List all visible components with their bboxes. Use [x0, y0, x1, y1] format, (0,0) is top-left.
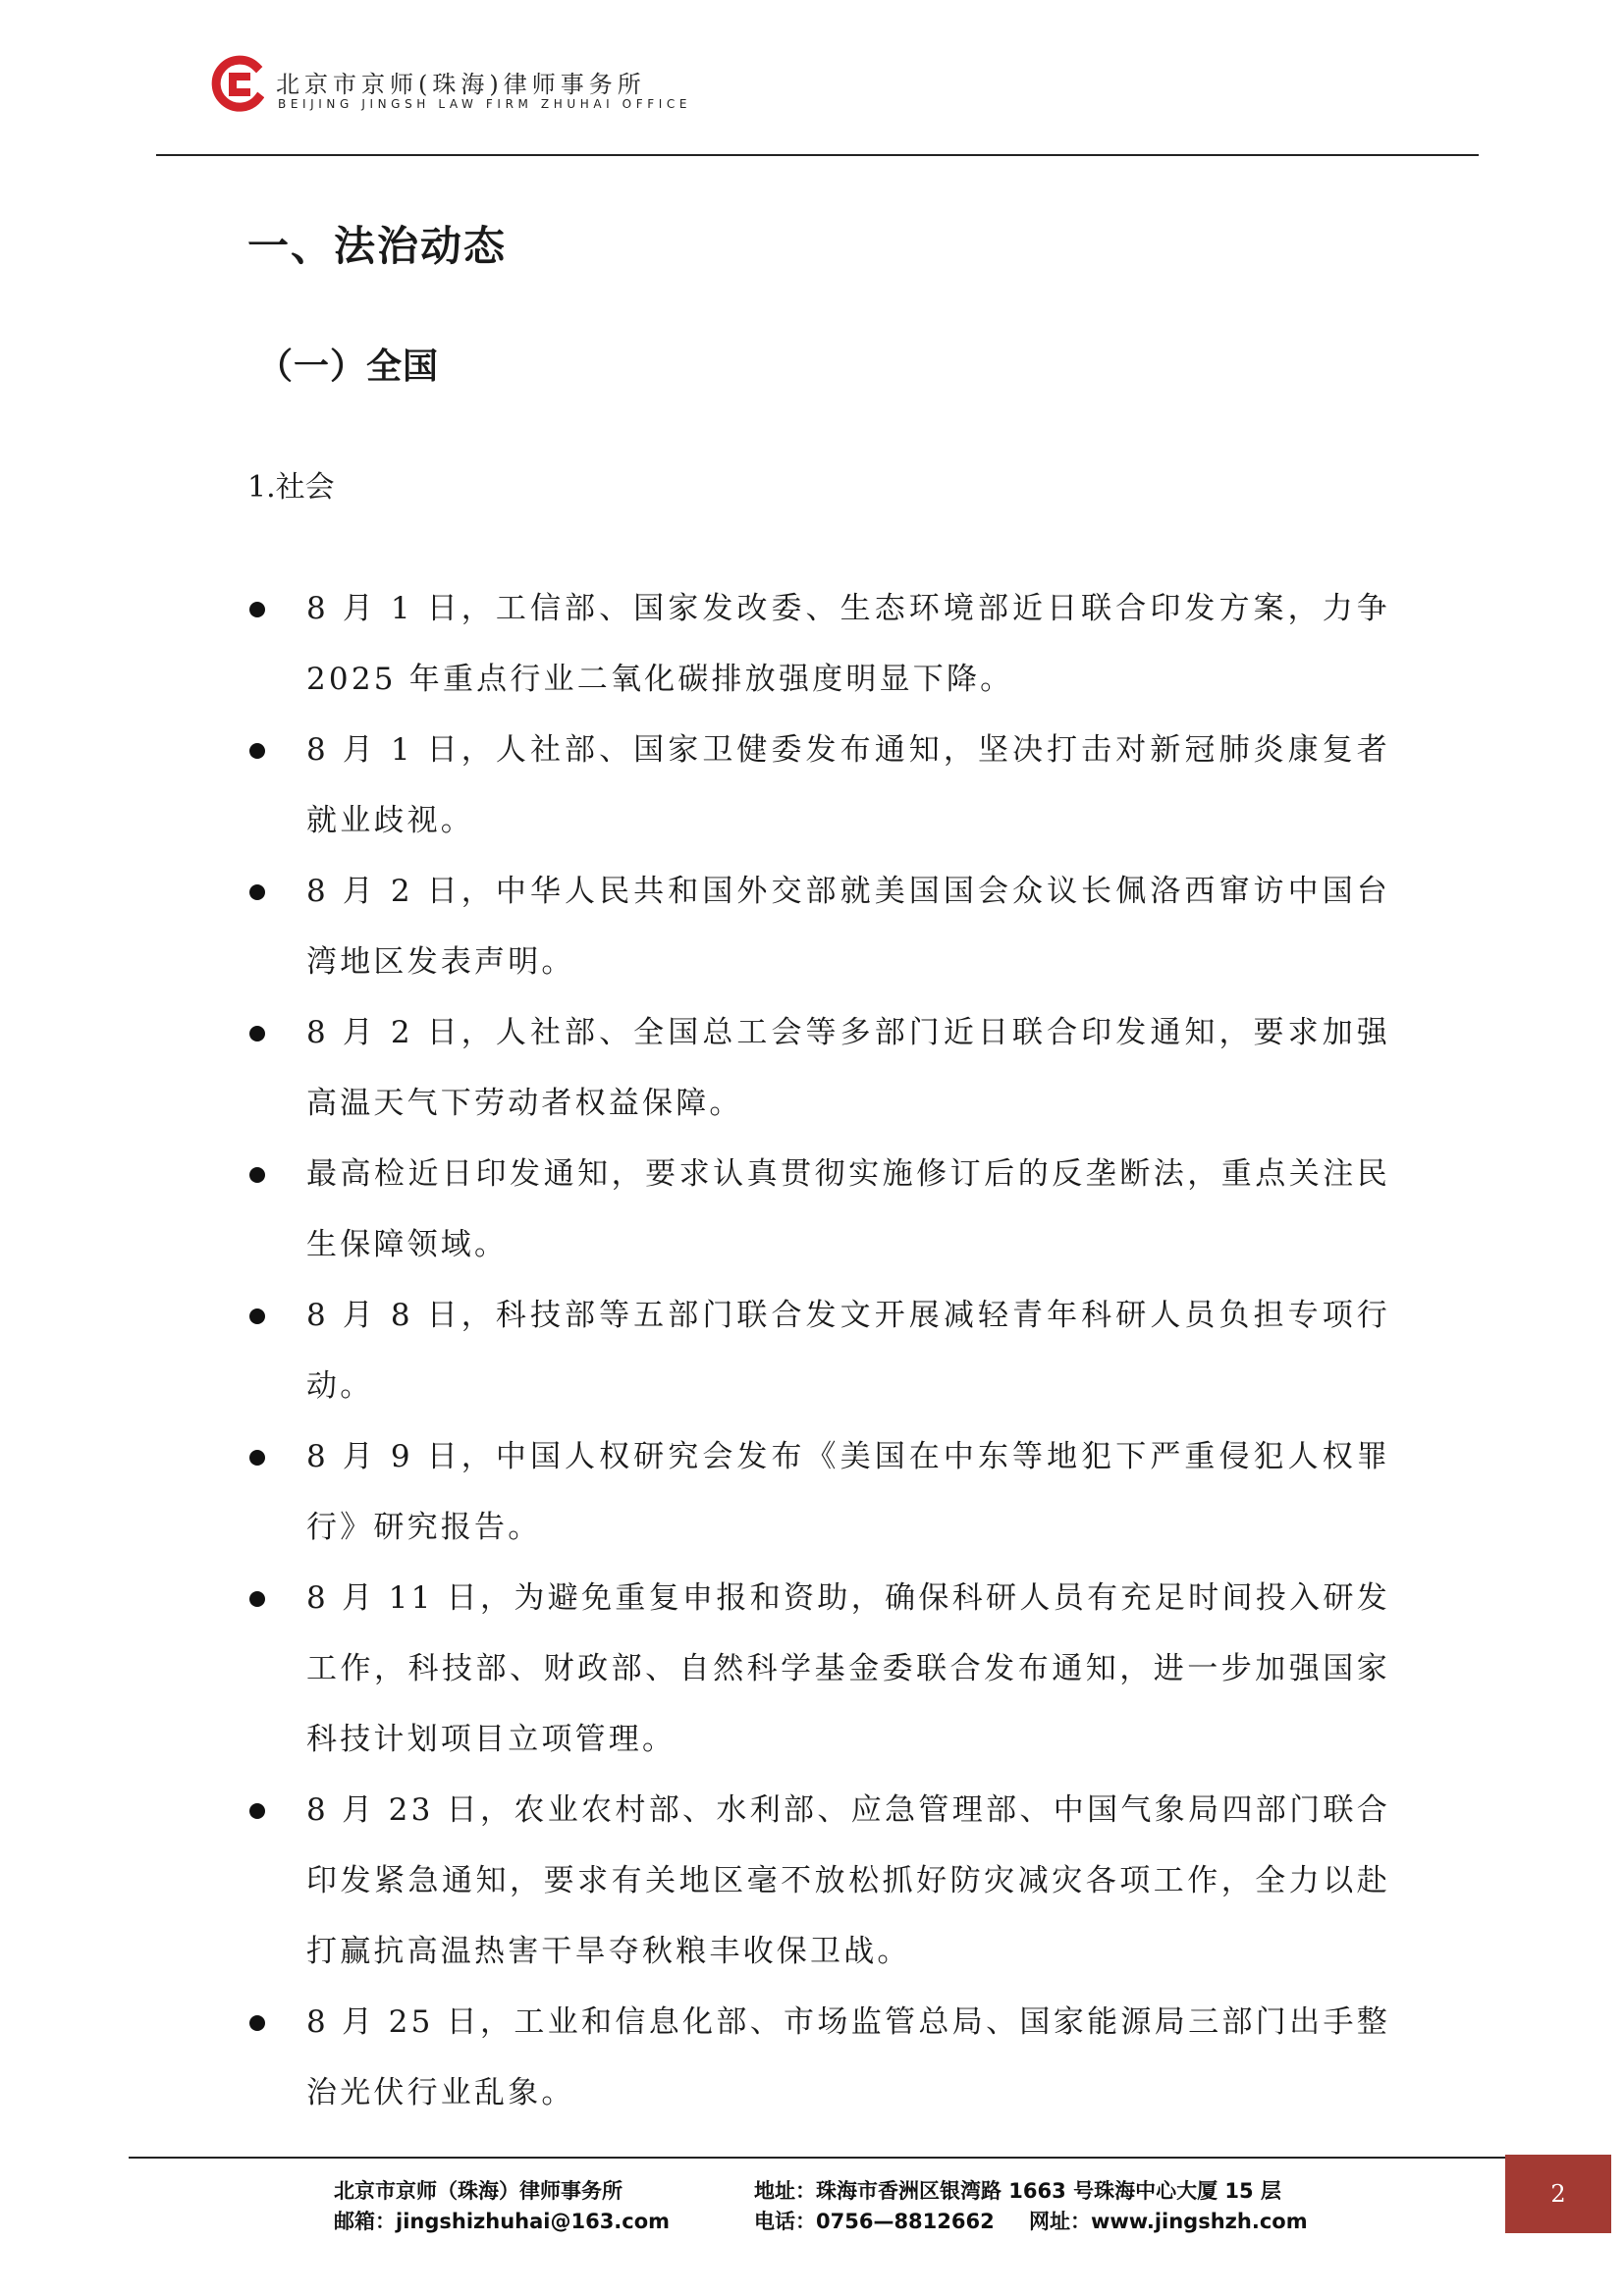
list-item-text: 8 月 2 日，中华人民共和国外交部就美国国会众议长佩洛西窜访中国台湾地区发表声明。 [306, 874, 1390, 980]
bullet-icon [249, 743, 265, 759]
list-item-text: 8 月 9 日，中国人权研究会发布《美国在中东等地犯下严重侵犯人权罪行》研究报告。 [306, 1439, 1390, 1545]
bullet-icon [249, 1308, 265, 1324]
list-item [245, 1987, 1390, 2128]
bullet-icon [249, 1591, 265, 1607]
bullet-icon [249, 884, 265, 900]
footer-website: 网址：www.jingshzh.com [1029, 2210, 1308, 2233]
list-item [245, 1139, 1390, 1280]
list-item [245, 997, 1390, 1139]
list-item-text: 8 月 11 日，为避免重复申报和资助，确保科研人员有充足时间投入研发工作，科技部、财政部、自然科学基金委联合发布通知，进一步加强国家科技计划项目立项管理。 [306, 1580, 1390, 1757]
list-item-text: 8 月 1 日，人社部、国家卫健委发布通知，坚决打击对新冠肺炎康复者就业歧视。 [306, 732, 1390, 838]
page-number: 2 [1505, 2155, 1611, 2233]
list-item-text: 8 月 23 日，农业农村部、水利部、应急管理部、中国气象局四部门联合印发紧急通知，要求有关地区毫不放松抓好防灾减灾各项工作，全力以赴打赢抗高温热害干旱夺秋粮丰收保卫战。 [306, 1792, 1390, 1969]
footer-email: 邮箱：jingshizhuhai@163.com [334, 2210, 671, 2233]
firm-name-cn: 北京市京师(珠海)律师事务所 [276, 71, 646, 98]
footer-divider [129, 2157, 1611, 2159]
list-item [245, 1280, 1390, 1421]
section-heading: 一、法治动态 [247, 222, 508, 270]
bullet-icon [249, 602, 265, 617]
footer-phone: 电话：0756—8812662 [754, 2210, 995, 2233]
footer-firm-name: 北京市京师（珠海）律师事务所 [334, 2179, 623, 2203]
bullet-icon [249, 1167, 265, 1183]
list-item-text: 最高检近日印发通知，要求认真贯彻实施修订后的反垄断法，重点关注民生保障领域。 [306, 1156, 1390, 1262]
list-item-text: 8 月 2 日，人社部、全国总工会等多部门近日联合印发通知，要求加强高温天气下劳动者权益保障。 [306, 1015, 1390, 1121]
firm-name-en: BEIJING JINGSH LAW FIRM ZHUHAI OFFICE [278, 97, 692, 111]
list-item-text: 8 月 25 日，工业和信息化部、市场监管总局、国家能源局三部门出手整治光伏行业乱象。 [306, 2004, 1390, 2110]
list-item [245, 1775, 1390, 1987]
list-item [245, 1563, 1390, 1775]
list-item [245, 856, 1390, 997]
list-item-text: 8 月 1 日，工信部、国家发改委、生态环境部近日联合印发方案，力争 2025 年重点行业二氧化碳排放强度明显下降。 [306, 591, 1390, 697]
subsection-heading: （一）全国 [257, 346, 440, 387]
list-item-text: 8 月 8 日，科技部等五部门联合发文开展减轻青年科研人员负担专项行动。 [306, 1298, 1390, 1404]
document-header [209, 55, 1486, 124]
bullet-icon [249, 2015, 265, 2031]
header-divider [156, 154, 1479, 156]
list-item [245, 1421, 1390, 1563]
bullet-icon [249, 1450, 265, 1466]
bullet-icon [249, 1026, 265, 1041]
category-heading: 1.社会 [247, 470, 335, 505]
jingshi-logo-icon [209, 55, 264, 116]
list-item [245, 715, 1390, 856]
footer-address: 地址：珠海市香洲区银湾路 1663 号珠海中心大厦 15 层 [754, 2179, 1281, 2203]
news-list [245, 573, 1390, 2128]
list-item [245, 573, 1390, 715]
bullet-icon [249, 1803, 265, 1819]
